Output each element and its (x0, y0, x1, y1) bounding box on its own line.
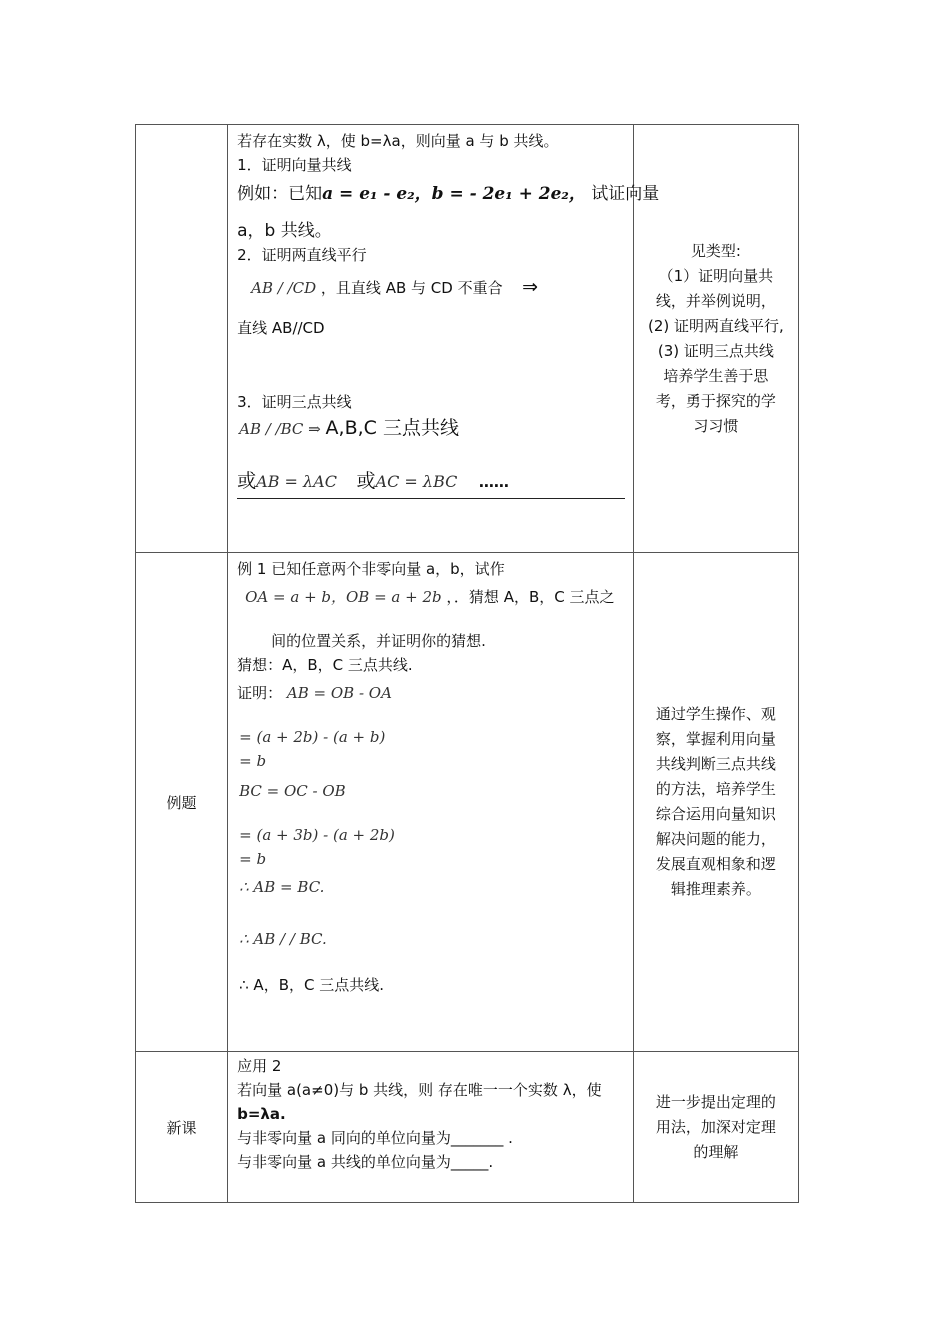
parallel-condition: ，且直线 AB 与 CD 不重合 (320, 279, 503, 297)
parallel-conclusion: 直线 AB//CD (237, 319, 325, 337)
note-line: (2) 证明两直线平行, (647, 316, 784, 335)
construction-formula: OA = a + b，OB = a + 2b (245, 588, 442, 606)
row2-content (228, 553, 634, 1052)
note-line: 的理解 (693, 1142, 739, 1161)
example-prefix: 例如：已知 (237, 184, 323, 204)
theorem-formula: b=λa. (237, 1105, 286, 1123)
collinear-text: A,B,C 三点共线 (325, 417, 459, 439)
example-suffix: 试证向量 (591, 184, 660, 204)
row-theorem (136, 125, 799, 553)
note-line: 的方法，培养学生 (655, 780, 776, 798)
proof-step-bc-result: = b (239, 850, 267, 868)
note-line: 共线判断三点共线 (655, 755, 776, 773)
heading-lines-parallel: 2．证明两直线平行 (237, 246, 367, 264)
collinear-formula: AB / /BC ⇒ (239, 420, 321, 438)
note-line: 察，掌握利用向量 (655, 730, 776, 748)
heading-vector-collinear: 1．证明向量共线 (237, 156, 352, 174)
row3-label: 新课 (136, 1052, 228, 1203)
proof-label: 证明： (237, 684, 283, 702)
note-line: 用法，加深对定理 (655, 1117, 776, 1136)
row3-content (228, 1052, 634, 1203)
or-word-2: 或 (356, 470, 376, 492)
relation-prompt: 间的位置关系，并证明你的猜想. (271, 632, 486, 650)
unit-vector-same-direction: 与非零向量 a 同向的单位向量为_______ . (237, 1129, 513, 1147)
unit-vector-collinear: 与非零向量 a 共线的单位向量为_____. (237, 1153, 494, 1171)
note-line: (3) 证明三点共线 (657, 341, 774, 360)
application-heading: 应用 2 (237, 1057, 282, 1075)
proof-step-ab-expand: = (a + 2b) - (a + b) (239, 728, 386, 746)
underline-rule (237, 498, 625, 499)
note-line: 培养学生善于思 (663, 366, 769, 385)
row1-content (228, 125, 660, 553)
note-line: 线，并举例说明， (655, 291, 776, 310)
example1-statement: 例 1 已知任意两个非零向量 a，b，试作 (237, 560, 505, 578)
proof-step-bc-expand: = (a + 3b) - (a + 2b) (239, 826, 395, 844)
proof-parallel: ∴ AB / / BC. (239, 930, 327, 948)
row1-label (136, 125, 228, 553)
example-formula: a = e₁ - e₂，b = - 2e₁ + 2e₂， (322, 184, 586, 204)
note-line: 综合运用向量知识 (655, 805, 776, 823)
parallel-formula: AB / /CD (251, 279, 317, 297)
note-line: 辑推理素养。 (670, 880, 761, 898)
note-line: 解决问题的能力， (655, 830, 776, 848)
conjecture-line: 猜想：A，B，C 三点共线. (237, 656, 413, 674)
implies-symbol: ⇒ (522, 276, 539, 298)
intro-line: 若存在实数 λ，使 b=λa，则向量 a 与 b 共线。 (237, 132, 559, 150)
proof-step-ab: AB = OB - OA (286, 684, 392, 702)
proof-step-ab-result: = b (239, 752, 267, 770)
row-example (136, 553, 799, 1052)
or-word-1: 或 (237, 470, 257, 492)
theorem-statement: 若向量 a(a≠0)与 b 共线，则 存在唯一一个实数 λ，使 (237, 1081, 602, 1099)
note-line: （1）证明向量共 (658, 266, 774, 285)
example-end: a，b 共线。 (237, 221, 332, 241)
proof-conclusion: ∴ A，B，C 三点共线. (239, 976, 384, 994)
row2-note (633, 553, 798, 1052)
note-line: 见类型: (690, 241, 741, 260)
guess-prompt: ，．猜想 A，B，C 三点之 (446, 588, 615, 606)
or-formula-2: AC = λBC (375, 472, 458, 491)
note-line: 习习惯 (693, 416, 739, 435)
note-line: 发展直观相象和逻 (655, 855, 776, 873)
heading-three-points: 3．证明三点共线 (237, 393, 352, 411)
note-line: 进一步提出定理的 (655, 1092, 776, 1111)
row3-note (633, 1052, 798, 1203)
lesson-plan-table (135, 124, 799, 1203)
note-line: 考，勇于探究的学 (655, 391, 776, 410)
row2-label: 例题 (136, 553, 228, 1052)
or-formula-1: AB = λAC (256, 472, 337, 491)
row-new-lesson (136, 1052, 799, 1203)
proof-step-bc: BC = OC - OB (239, 782, 346, 800)
ellipsis: …… (478, 473, 509, 491)
note-line: 通过学生操作、观 (655, 705, 776, 723)
proof-equal: ∴ AB = BC. (239, 878, 325, 896)
